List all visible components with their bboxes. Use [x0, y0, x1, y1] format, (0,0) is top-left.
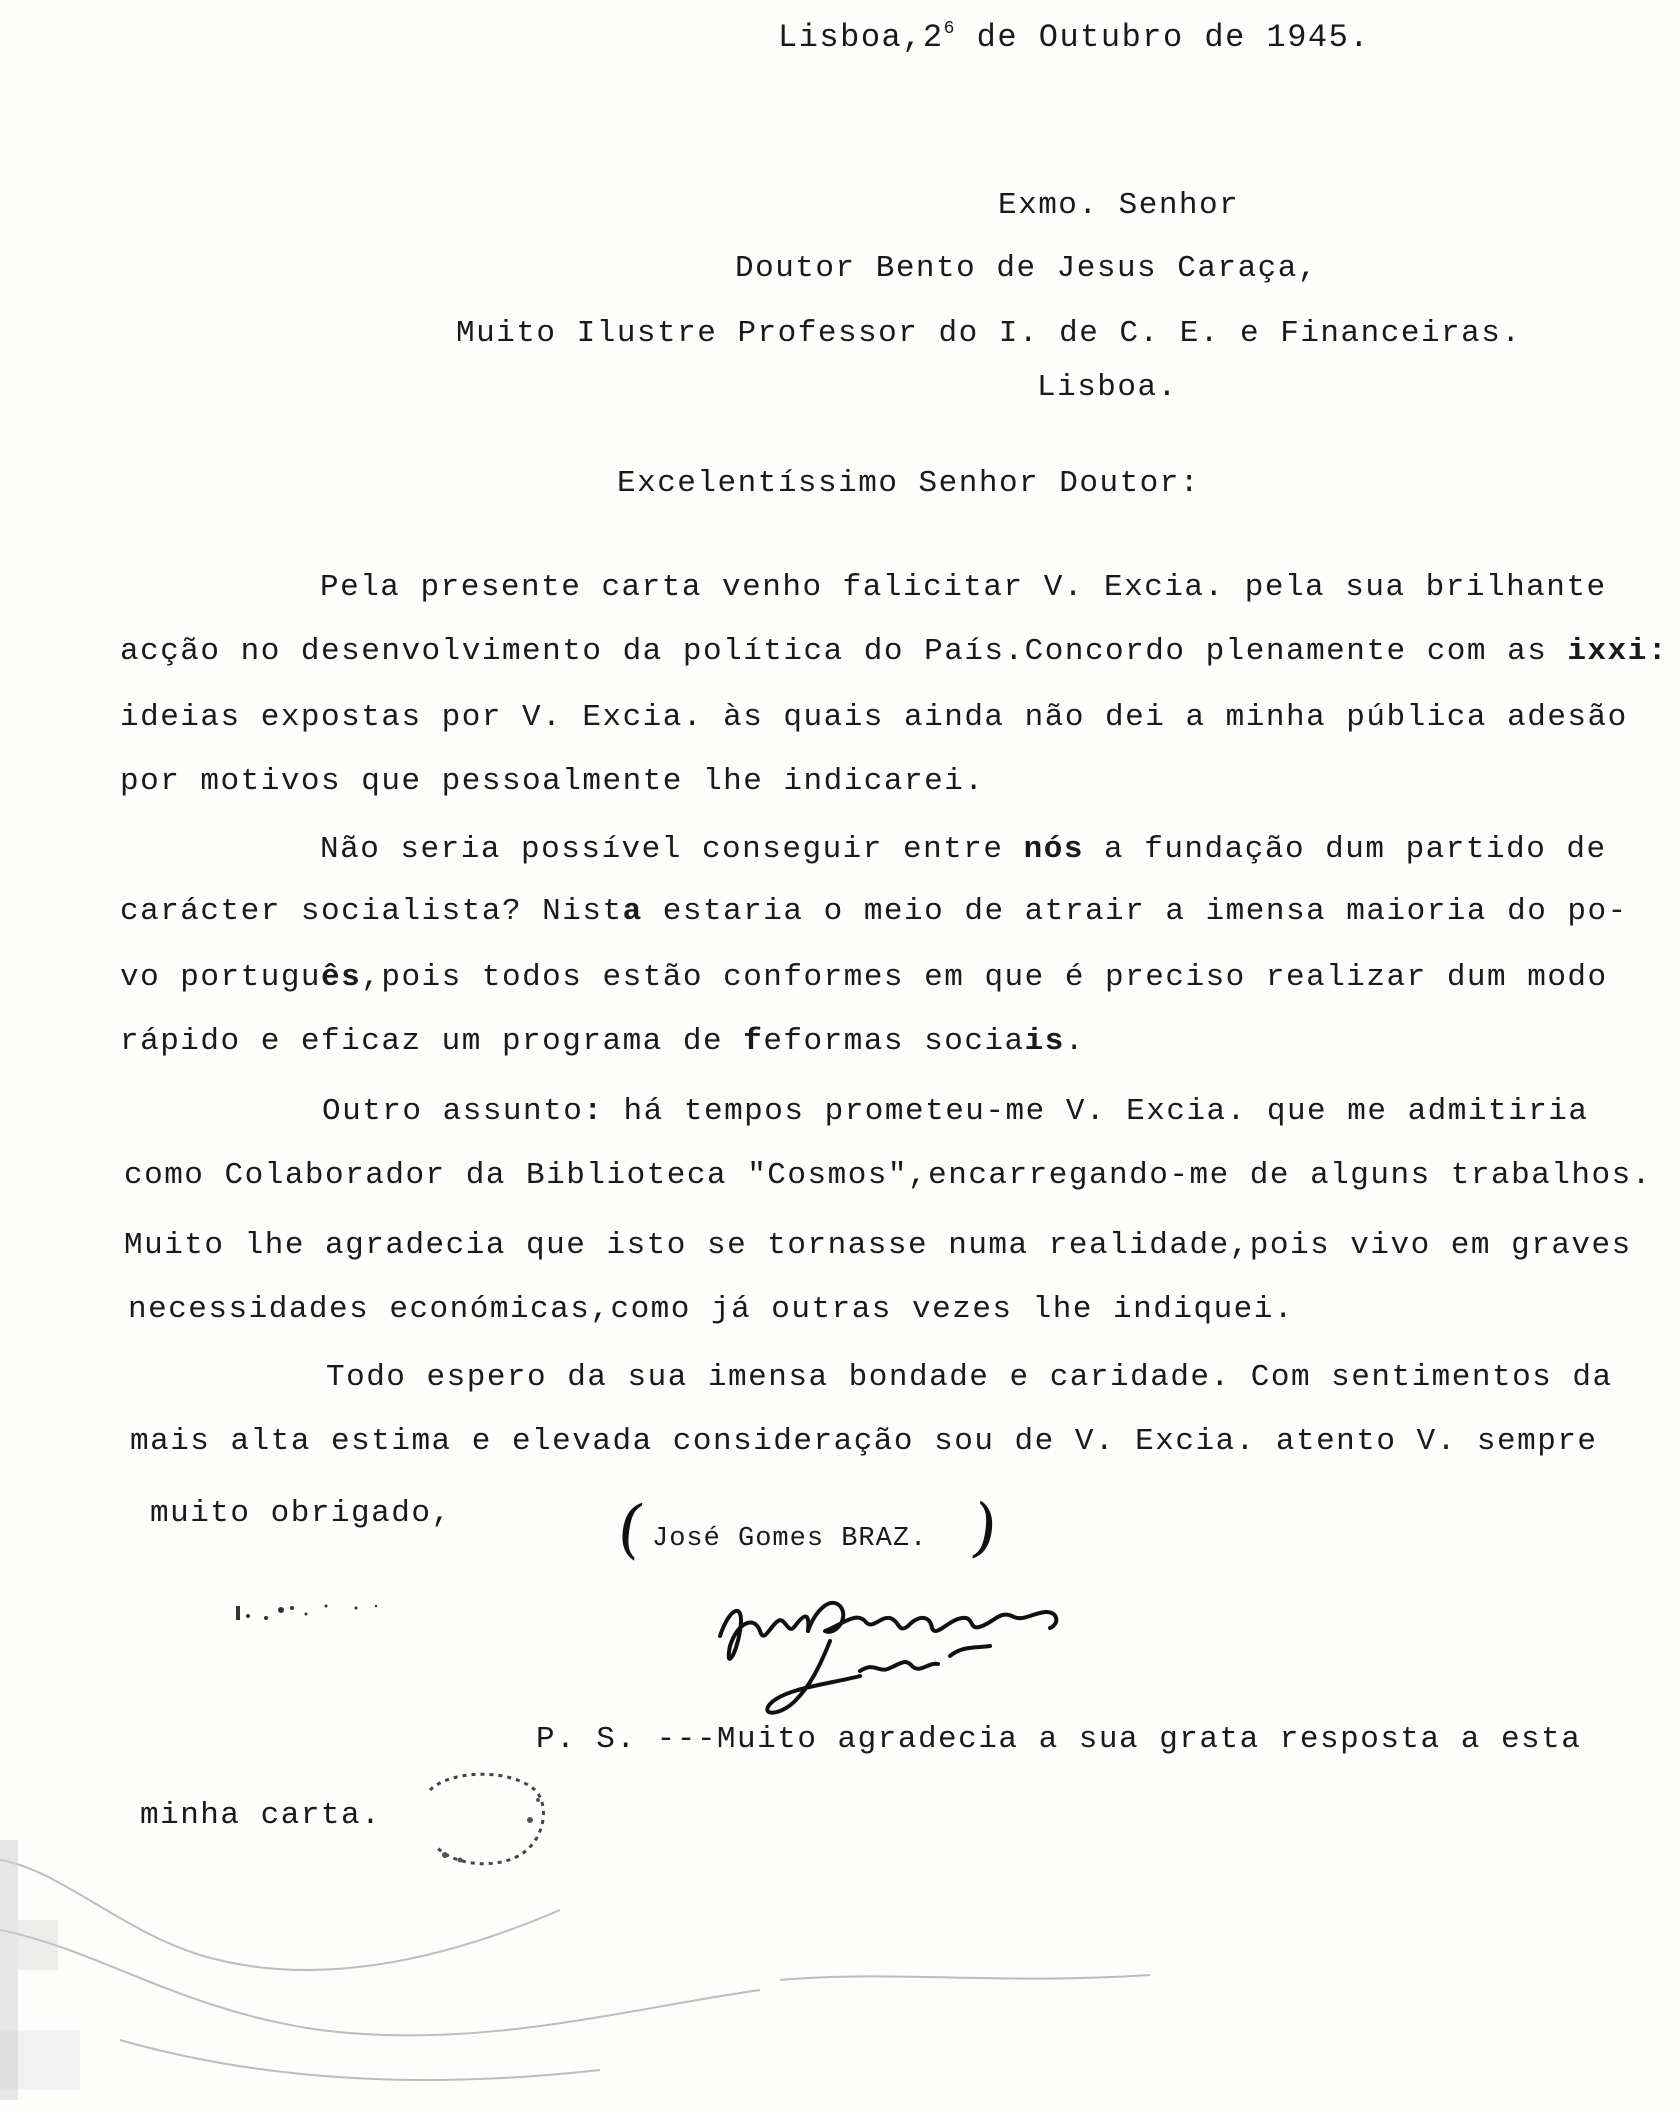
letter-date — [778, 19, 1370, 56]
typed-signature-name: José Gomes BRAZ. — [652, 1524, 928, 1554]
ink-smudge — [226, 1588, 386, 1638]
paragraph-2-line-3-start: vo portugu — [120, 960, 322, 995]
paragraph-2-line-1 — [320, 834, 1607, 865]
paragraph-1-line-1: Pela presente carta venho falicitar V. Excia. pela sua brilhante — [320, 570, 1607, 605]
paragraph-2-line-4 — [120, 1026, 1085, 1057]
paragraph-2-line-1-start: Não seria possível conseguir entre — [320, 832, 1024, 867]
overstrike-colon: : — [583, 1094, 604, 1129]
handwritten-signature — [700, 1576, 1100, 1726]
overstrike-f: f — [743, 1024, 764, 1059]
overstrike-es: ês — [321, 960, 362, 995]
overstrike-is: is — [1024, 1024, 1065, 1059]
postscript-line-1: P. S. ---Muito agradecia a sua grata resposta a esta — [536, 1722, 1582, 1757]
paragraph-4-line-2: mais alta estima e elevada consideração sou de V. Excia. atento V. sempre — [130, 1424, 1598, 1459]
paragraph-3-line-1-end: há tempos prometeu-me V. Excia. que me admitiria — [603, 1094, 1589, 1129]
recipient-line-4: Lisboa. — [1037, 370, 1178, 405]
paragraph-2-line-2 — [120, 896, 1628, 927]
struck-out-word: ixxi: — [1567, 634, 1668, 669]
overstrike-nos: nós — [1023, 832, 1084, 867]
salutation: Excelentíssimo Senhor Doutor: — [617, 466, 1200, 501]
paragraph-1-line-3: ideias expostas por V. Excia. às quais ainda não dei a minha pública adesão — [120, 700, 1628, 735]
paragraph-2-line-4-mid: eformas socia — [763, 1024, 1025, 1059]
left-paren-mark: ( — [612, 1490, 648, 1568]
recipient-line-3: Muito Ilustre Professor do I. de C. E. e Financeiras. — [456, 316, 1522, 351]
paragraph-2-line-1-end: a fundação dum partido de — [1083, 832, 1607, 867]
paragraph-3-line-4: necessidades económicas,como já outras vezes lhe indiquei. — [128, 1292, 1294, 1327]
paragraph-2-line-4-end: . — [1064, 1024, 1085, 1059]
paragraph-4-line-1: Todo espero da sua imensa bondade e caridade. Com sentimentos da — [326, 1360, 1613, 1395]
paragraph-1-line-2-text: acção no desenvolvimento da política do País.Concordo plenamente com as — [120, 634, 1568, 669]
paragraph-1-line-2 — [120, 636, 1668, 667]
paragraph-3-line-2: como Colaborador da Biblioteca "Cosmos",encarregando-me de alguns trabalhos. — [124, 1158, 1652, 1193]
recipient-line-1: Exmo. Senhor — [998, 188, 1240, 223]
right-paren-mark: ) — [966, 1490, 1002, 1568]
paragraph-2-line-3 — [120, 962, 1608, 993]
paragraph-3-line-3: Muito lhe agradecia que isto se tornasse numa realidade,pois vivo em graves — [124, 1228, 1632, 1263]
closing: muito obrigado, — [150, 1496, 452, 1531]
paragraph-3-line-1-start: Outro assunto — [322, 1094, 584, 1129]
recipient-line-2: Doutor Bento de Jesus Caraça, — [735, 251, 1318, 286]
date-place: Lisboa,2 — [778, 19, 944, 56]
paragraph-2-line-3-end: ,pois todos estão conformes em que é preciso realizar dum modo — [361, 960, 1608, 995]
postscript-line-2: minha carta. — [140, 1798, 382, 1833]
paragraph-3-line-1 — [322, 1096, 1589, 1127]
date-day-superscript: 6 — [943, 19, 956, 39]
date-rest: de Outubro de 1945. — [955, 19, 1370, 56]
paragraph-1-line-4: por motivos que pessoalmente lhe indicarei. — [120, 764, 985, 799]
paragraph-2-line-4-start: rápido e eficaz um programa de — [120, 1024, 744, 1059]
paragraph-2-line-2-end: estaria o meio de atrair a imensa maioria do po- — [642, 894, 1628, 929]
overstrike-a: a — [622, 894, 643, 929]
paragraph-2-line-2-start: carácter socialista? Nist — [120, 894, 623, 929]
